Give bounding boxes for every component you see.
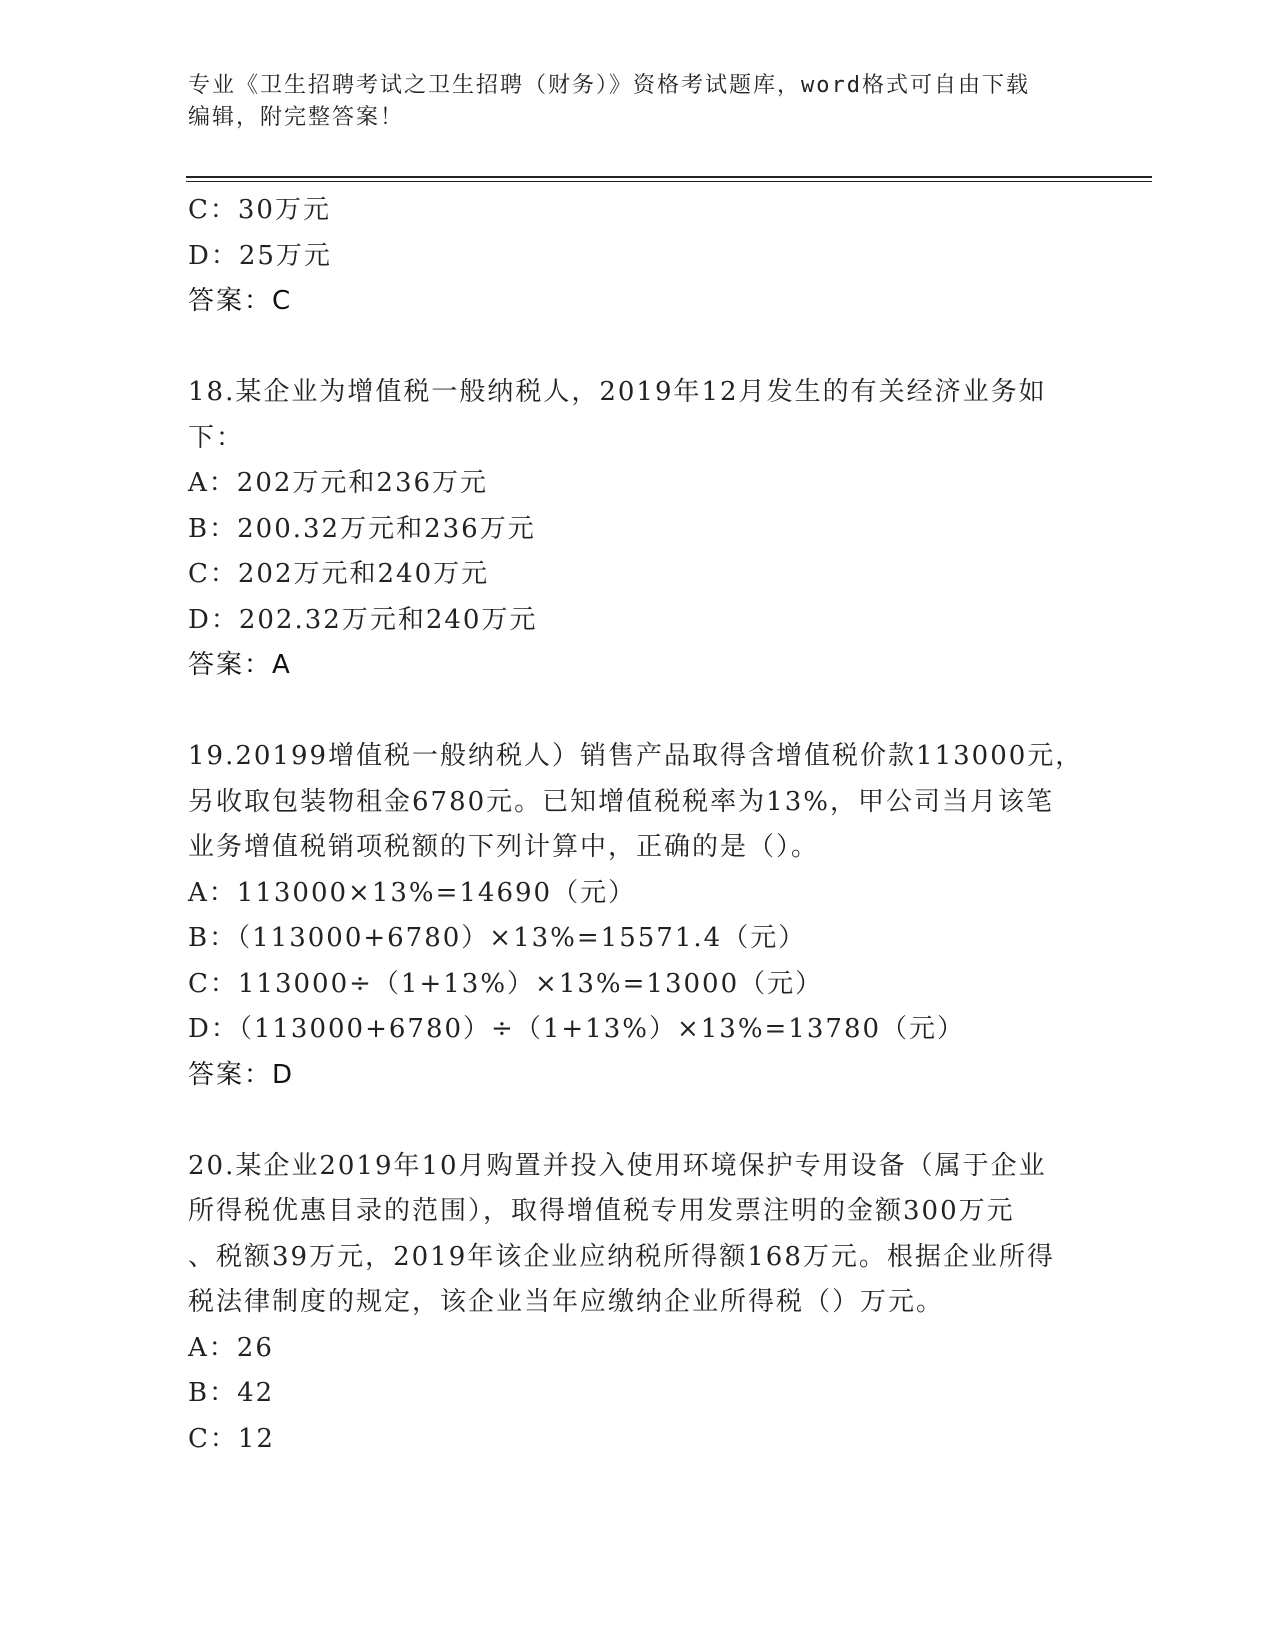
option-c: C：30万元 — [188, 195, 331, 225]
question-stem-line: 下： — [188, 422, 245, 453]
option-b: B：200.32万元和236万元 — [188, 513, 536, 544]
option-c: C：113000÷（1+13%）×13%=13000（元） — [188, 968, 824, 999]
option-c: C：202万元和240万元 — [188, 559, 490, 589]
option-b: B：（113000+6780）×13%=15571.4（元） — [188, 923, 807, 953]
question-stem-line: 所得税优惠目录的范围），取得增值税专用发票注明的金额300万元 — [188, 1196, 1015, 1226]
option-a: A：113000×13%=14690（元） — [188, 877, 637, 908]
spacer — [188, 1098, 1088, 1144]
question-20 — [188, 1144, 1088, 1463]
option-a: A：202万元和236万元 — [188, 468, 489, 498]
header-line-1: 专业《卫生招聘考试之卫生招聘（财务）》资格考试题库，word格式可自由下载 — [188, 73, 1030, 98]
question-stem-line: 业务增值税销项税额的下列计算中，正确的是（）。 — [188, 832, 820, 862]
document-body — [188, 188, 1088, 1462]
header-divider-top — [186, 176, 1152, 178]
spacer — [188, 325, 1088, 371]
option-c: C：12 — [188, 1423, 275, 1454]
question-stem-line: 20.某企业2019年10月购置并投入使用环境保护专用设备（属于企业 — [188, 1150, 1047, 1181]
answer: 答案：A — [188, 650, 292, 680]
option-a: A：26 — [188, 1332, 274, 1363]
question-stem-line: 18.某企业为增值税一般纳税人，2019年12月发生的有关经济业务如 — [188, 377, 1047, 407]
question-19 — [188, 734, 1088, 1098]
question-stem-line: 税法律制度的规定，该企业当年应缴纳企业所得税（）万元。 — [188, 1287, 945, 1317]
question-18 — [188, 370, 1088, 689]
header-line-2: 编辑，附完整答案！ — [188, 105, 405, 130]
header-divider-bottom — [186, 181, 1152, 182]
option-b: B：42 — [188, 1378, 275, 1408]
answer: 答案：D — [188, 1059, 295, 1090]
spacer — [188, 689, 1088, 735]
page-header — [188, 70, 1078, 134]
question-stem-line: 19.20199增值税一般纳税人）销售产品取得含增值税价款113000元， — [188, 741, 1084, 771]
question-17-tail — [188, 188, 1088, 325]
question-stem-line: 另收取包装物租金6780元。已知增值税税率为13%，甲公司当月该笔 — [188, 786, 1054, 817]
question-stem-line: 、税额39万元，2019年该企业应纳税所得额168万元。根据企业所得 — [188, 1241, 1055, 1272]
answer: 答案：C — [188, 286, 293, 316]
option-d: D：202.32万元和240万元 — [188, 604, 538, 635]
option-d: D：25万元 — [188, 240, 332, 271]
option-d: D：（113000+6780）÷（1+13%）×13%=13780（元） — [188, 1014, 966, 1044]
